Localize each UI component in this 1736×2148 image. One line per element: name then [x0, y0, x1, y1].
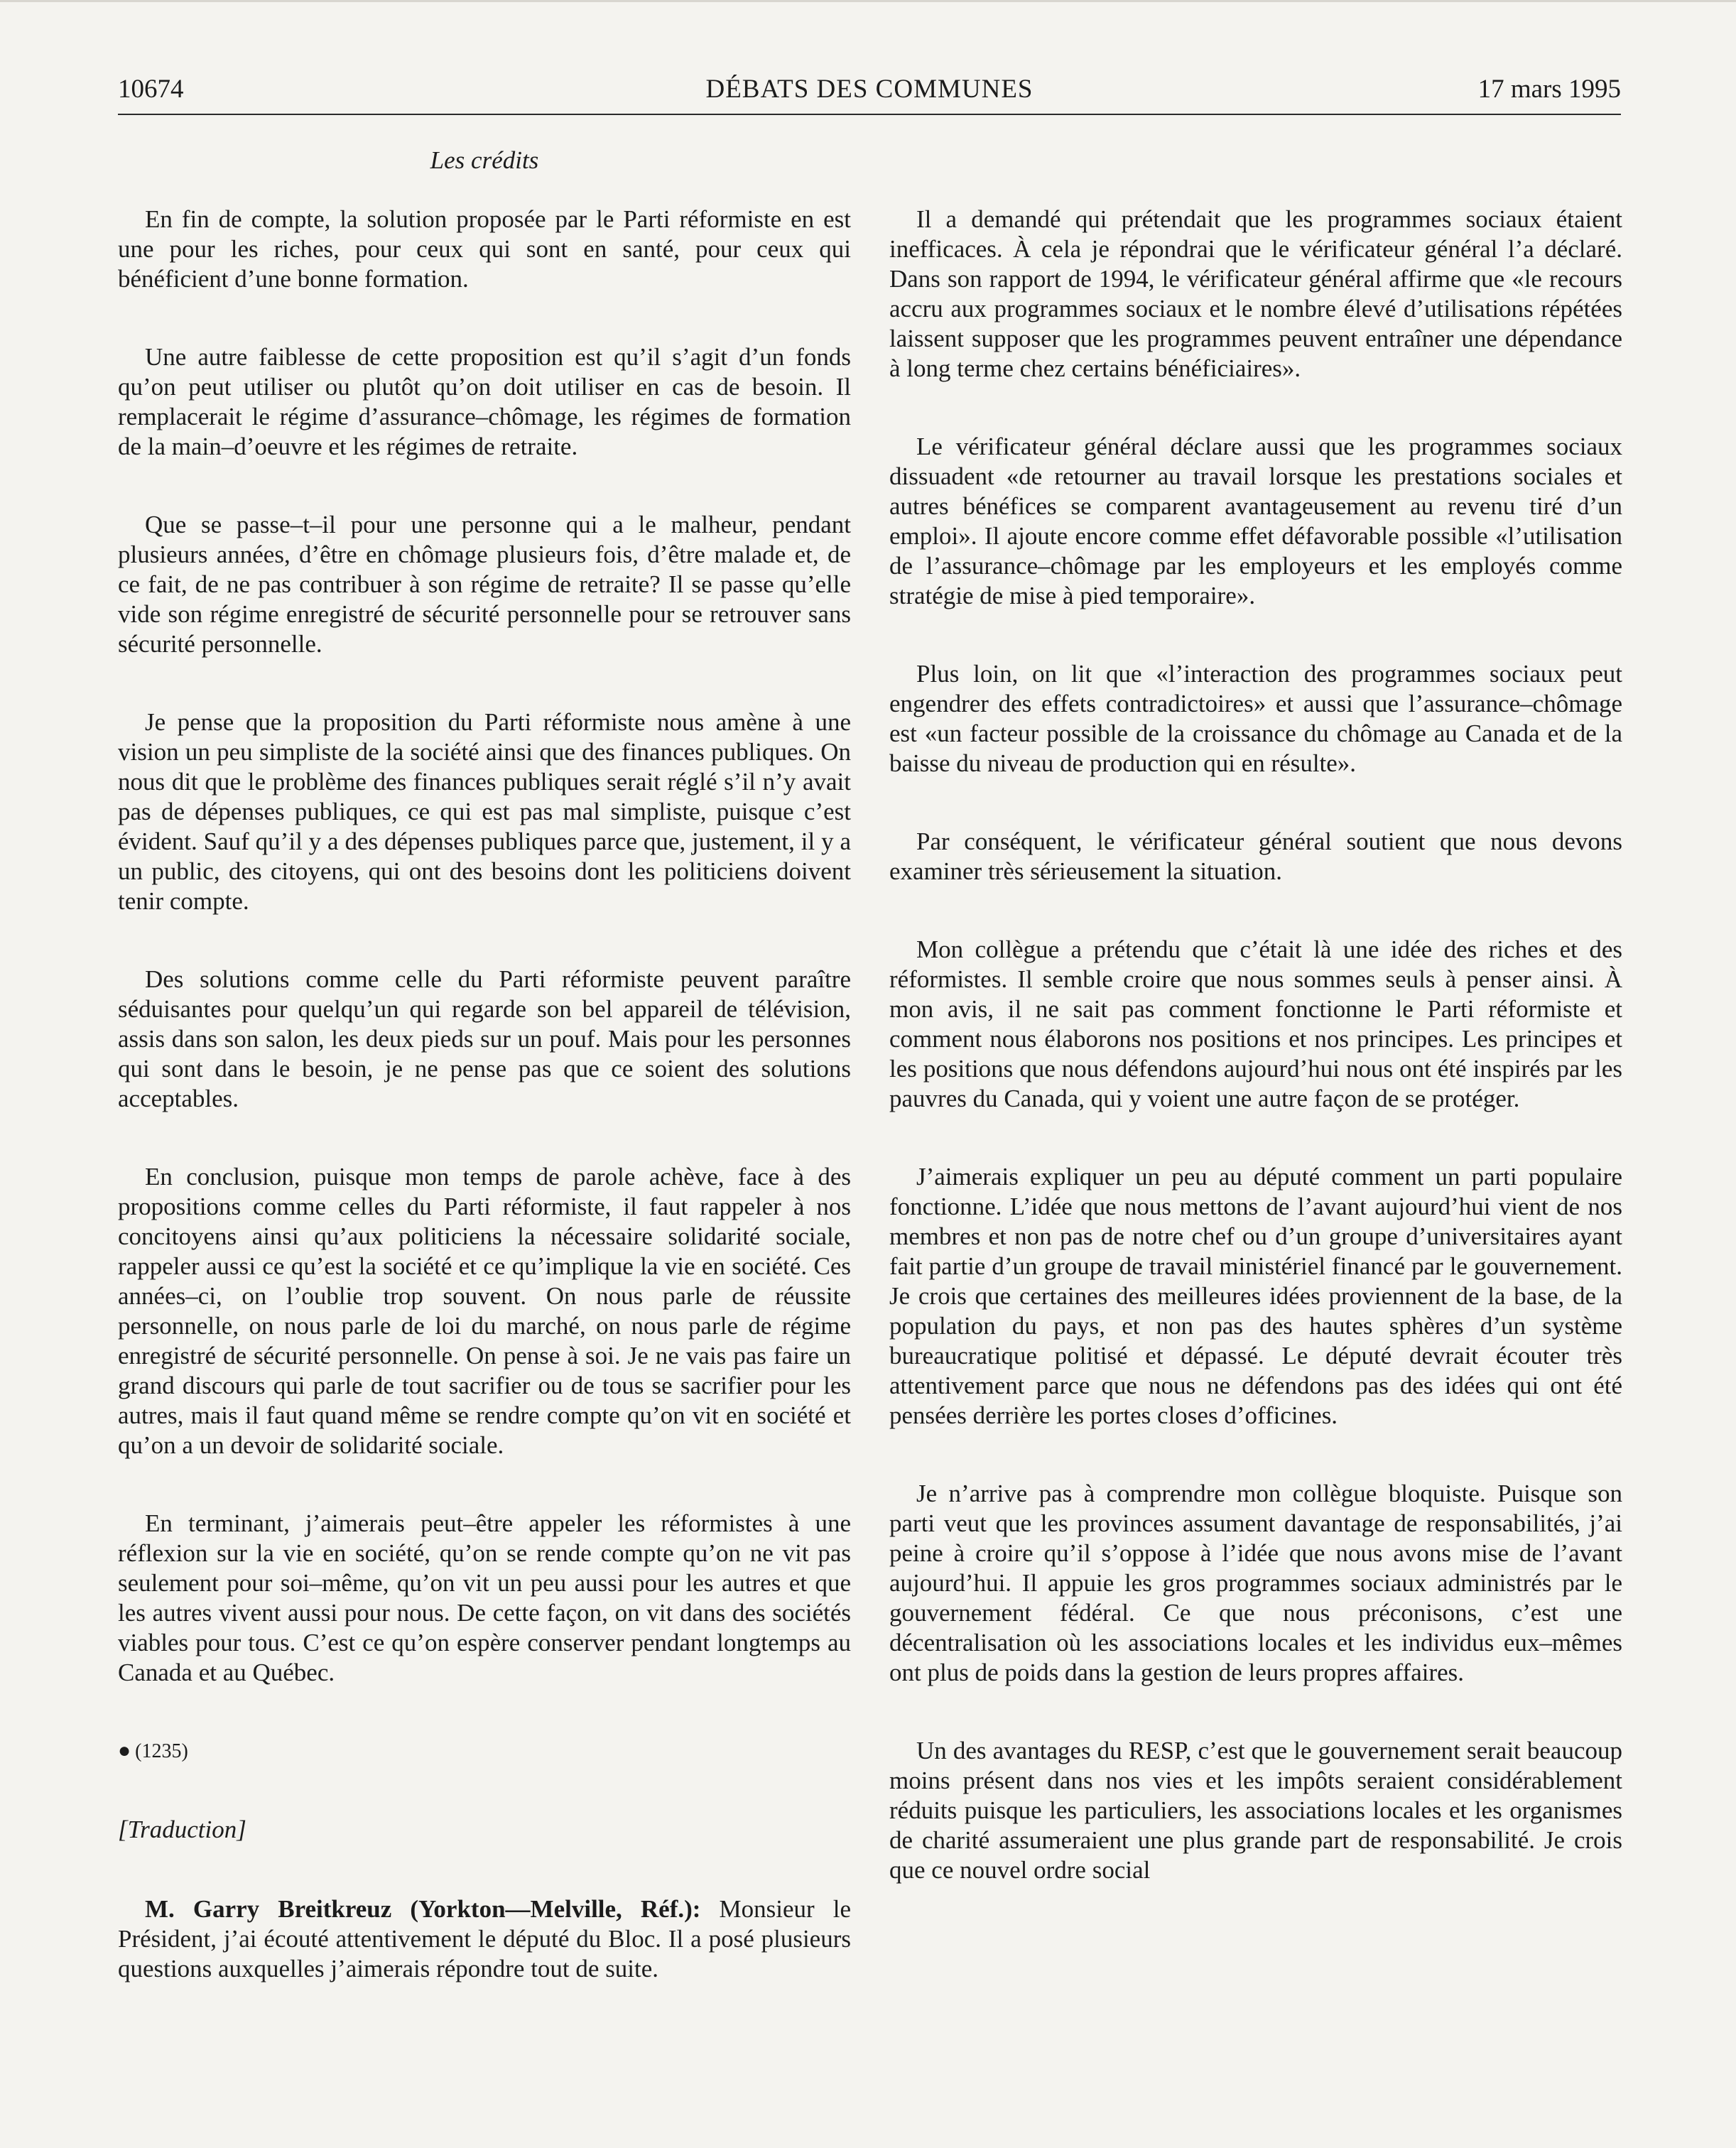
page-header [118, 74, 1621, 116]
time-marker [118, 1736, 851, 1767]
speaker-text: Monsieur le Président, j’ai écouté attentivement le député du Bloc. Il a posé plusieurs questions auxquelles j’aimerais répondre tout de suite. [118, 1895, 851, 1982]
paragraph: En fin de compte, la solution proposée par le Parti réformiste en est une pour les riches, pour ceux qui sont en santé, pour ceux qui bénéficient d’une bonne formation. [118, 205, 851, 293]
paragraph: En conclusion, puisque mon temps de parole achève, face à des propositions comme celles du Parti réformiste, il faut rappeler à nos concitoyens ainsi qu’aux politiciens la nécessaire solidarité sociale, rappeler aussi ce qu’est la société et ce qu’implique la vie en société. Ces années–ci, on l’oublie trop souvent. On nous parle de réussite personnelle, on nous parle de loi du marché, on nous parle de régime enregistré de sécurité personnelle. On pense à soi. Je ne vais pas faire un grand discours qui parle de tout sacrifier ou de tous se sacrifier pour les autres, mais il faut quand même se rendre compte qu’on vit en société et qu’on a un devoir de solidarité sociale. [118, 1163, 851, 1459]
paragraph: Des solutions comme celle du Parti réformiste peuvent paraître séduisantes pour quelqu’un qui regarde son bel appareil de télévision, assis dans son salon, les deux pieds sur un pouf. Mais pour les personnes qui sont dans le besoin, je ne pense pas que ce soient des solutions acceptables. [118, 965, 851, 1112]
right-column [889, 205, 1622, 1933]
paragraph: Par conséquent, le vérificateur général soutient que nous devons examiner très sérieusement la situation. [889, 828, 1622, 885]
page-number: 10674 [118, 75, 184, 104]
paragraph: J’aimerais expliquer un peu au député comment un parti populaire fonctionne. L’idée que nous mettons de l’avant aujourd’hui vient de nos membres et non pas de notre chef ou d’un groupe d’universitaires ayant fait partie d’un groupe de travail ministériel financé par le gouvernement. Je crois que certaines des meilleures idées proviennent de la base, de la population du pays, et non pas des hautes sphères d’un système bureaucratique politisé et dépassé. Le député devrait écouter très attentivement parce que nous ne défendons pas des idées qui ont été pensées derrière les portes closes d’officines. [889, 1163, 1622, 1429]
paragraph: Un des avantages du RESP, c’est que le gouvernement serait beaucoup moins présent dans nos vies et les impôts seraient considérablement réduits puisque les particuliers, les associations locales et les organismes de charité assumeraient une plus grande part de responsabilité. Je crois que ce nouvel ordre social [889, 1737, 1622, 1884]
bullet-icon: ● [118, 1739, 131, 1762]
paragraph: Le vérificateur général déclare aussi que les programmes sociaux dissuadent «de retourner au travail lorsque les prestations sociales et autres bénéfices se comparent avantageusement au revenu tiré d’un emploi». Il ajoute encore comme effet défavorable possible «l’utilisation de l’assurance–chômage par les employeurs et les employés comme stratégie de mise à pied temporaire». [889, 433, 1622, 609]
time-marker-text: (1235) [135, 1740, 188, 1762]
paragraph: Je pense que la proposition du Parti réformiste nous amène à une vision un peu simpliste de la société ainsi que des finances publiques. On nous dit que le problème des finances publiques serait réglé s’il n’y avait pas de dépenses publiques, ce qui est pas mal simpliste, puisque c’est évident. Sauf qu’il y a des dépenses publiques parce que, justement, il y a un public, des citoyens, qui ont des besoins dont les politiciens doivent tenir compte. [118, 708, 851, 915]
translation-note: [Traduction] [118, 1816, 246, 1843]
paragraph: Plus loin, on lit que «l’interaction des programmes sociaux peut engendrer des effets contradictoires» et aussi que l’assurance–chômage est «un facteur possible de la croissance du chômage au Canada et de la baisse du niveau de production qui en résulte». [889, 660, 1622, 777]
paragraph: En terminant, j’aimerais peut–être appeler les réformistes à une réflexion sur la vie en société, qu’on se rende compte qu’on ne vit pas seulement pour soi–même, qu’on vit un peu aussi pour les autres et que les autres vivent aussi pour nous. De cette façon, on vit dans des sociétés viables pour tous. C’est ce qu’on espère conserver pendant longtemps au Canada et au Québec. [118, 1509, 851, 1686]
left-column [118, 205, 851, 2032]
scan-edge [0, 0, 1736, 2]
header-rule [118, 114, 1621, 115]
publication-date: 17 mars 1995 [1477, 75, 1621, 104]
paragraph: Je n’arrive pas à comprendre mon collègue bloquiste. Puisque son parti veut que les provinces assument davantage de responsabilités, j’ai peine à croire qu’il s’oppose à l’idée que nous avons mise de l’avant aujourd’hui. Il appuie les gros programmes sociaux administrés par le gouvernement fédéral. Ce que nous préconisons, c’est une décentralisation où les associations locales et les individus eux–mêmes ont plus de poids dans la gestion de leurs propres affaires. [889, 1480, 1622, 1686]
speaker-paragraph [118, 1894, 851, 1984]
section-title: Les crédits [430, 146, 539, 174]
paragraph: Une autre faiblesse de cette proposition est qu’il s’agit d’un fonds qu’on peut utiliser ou plutôt qu’on doit utiliser en cas de besoin. Il remplacerait le régime d’assurance–chômage, les régimes de formation de la main–d’oeuvre et les régimes de retraite. [118, 343, 851, 460]
paragraph: Il a demandé qui prétendait que les programmes sociaux étaient inefficaces. À cela je répondrai que le vérificateur général l’a déclaré. Dans son rapport de 1994, le vérificateur général affirme que «le recours accru aux programmes sociaux et le nombre élevé d’utilisations répétées laissent supposer que les programmes peuvent entraîner une dépendance à long terme chez certains bénéficiaires». [889, 205, 1622, 382]
publication-title: DÉBATS DES COMMUNES [705, 75, 1034, 104]
paragraph: Mon collègue a prétendu que c’était là une idée des riches et des réformistes. Il semble croire que nous sommes seuls à penser ainsi. À mon avis, il ne sait pas comment fonctionne le Parti réformiste et comment nous élaborons nos positions et nos principes. Les principes et les positions que nous défendons aujourd’hui nous ont été inspirés par les pauvres du Canada, qui y voient une autre façon de se protéger. [889, 935, 1622, 1112]
paragraph: Que se passe–t–il pour une personne qui a le malheur, pendant plusieurs années, d’être en chômage plusieurs fois, d’être malade et, de ce fait, de ne pas contribuer à son régime de retraite? Il se passe qu’elle vide son régime enregistré de sécurité personnelle pour se retrouver sans sécurité personnelle. [118, 511, 851, 658]
speaker-name: M. Garry Breitkreuz (Yorkton—Melville, Réf.): [145, 1895, 701, 1923]
